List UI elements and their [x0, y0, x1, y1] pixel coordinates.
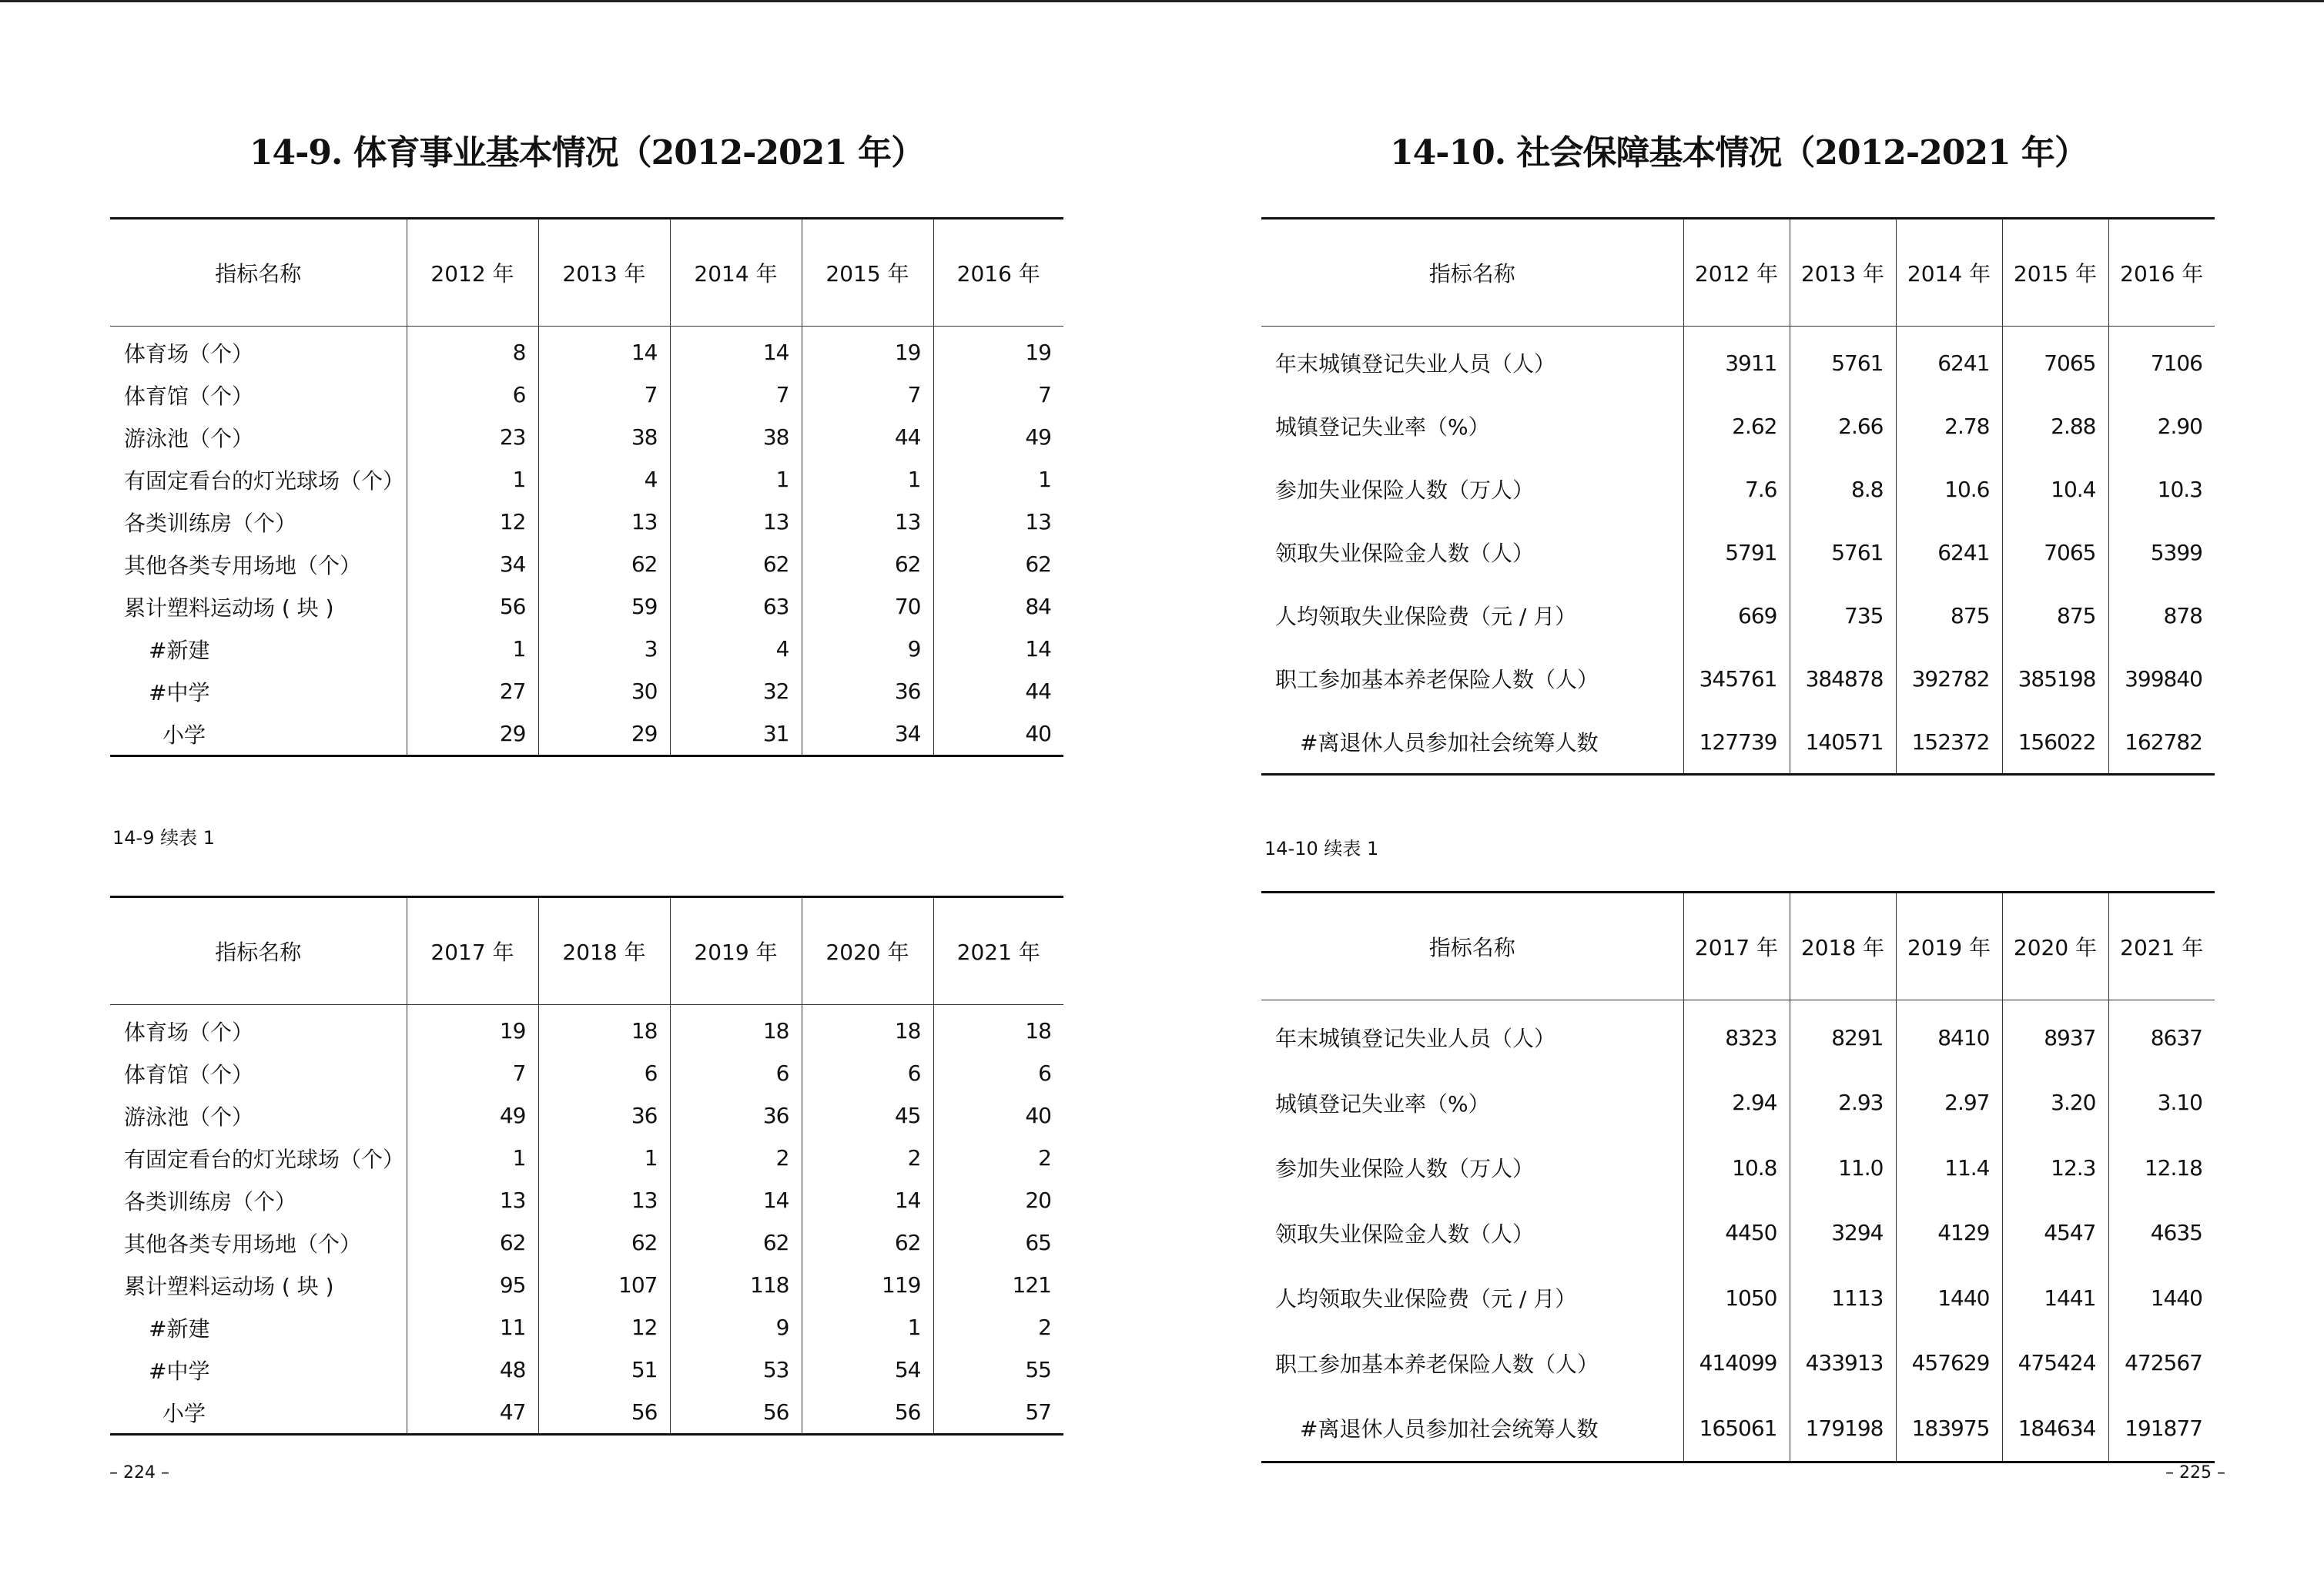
row-label: 其他各类专用场地（个）: [124, 1231, 362, 1257]
cell-value: 2: [933, 1306, 1063, 1348]
cell-value: 18: [670, 1005, 802, 1053]
row-label: 累计塑料运动场 ( 块 ): [124, 1273, 334, 1299]
cell-value: 13: [538, 501, 670, 543]
cell-value: 6241: [1896, 327, 2002, 395]
cell-value: 7065: [2002, 521, 2108, 584]
cell-value: 4: [670, 628, 802, 670]
cell-value: 27: [407, 670, 538, 712]
table-row: [1261, 1135, 2215, 1201]
cell-value: 11.4: [1896, 1135, 2002, 1201]
table-row: [110, 1306, 1063, 1348]
cell-value: 45: [802, 1094, 933, 1137]
social-security-table-2012-2016: [1261, 217, 2215, 776]
cell-value: 59: [538, 585, 670, 628]
cell-value: 10.6: [1896, 457, 2002, 521]
row-label: 体育馆（个）: [124, 383, 254, 409]
cell-value: 2.66: [1790, 394, 1896, 457]
table-header-row: [1261, 219, 2215, 327]
cell-value: 57: [933, 1391, 1063, 1435]
cell-value: 11.0: [1790, 1135, 1896, 1201]
table-row: [110, 585, 1063, 628]
row-label: 职工参加基本养老保险人数（人）: [1275, 1351, 1599, 1377]
cell-value: 13: [538, 1179, 670, 1221]
table-row: [110, 1391, 1063, 1435]
cell-value: 669: [1683, 584, 1790, 647]
cell-value: 3.10: [2108, 1070, 2215, 1136]
cell-value: 6: [802, 1052, 933, 1094]
cell-value: 165061: [1683, 1395, 1790, 1462]
table-header-row: [1261, 893, 2215, 1000]
cell-value: 84: [933, 585, 1063, 628]
table-row: [110, 458, 1063, 501]
right-page-title: 14-10. 社会保障基本情况（2012-2021 年）: [1390, 133, 2088, 173]
cell-value: 32: [670, 670, 802, 712]
cell-value: 2: [933, 1137, 1063, 1179]
cell-value: 118: [670, 1264, 802, 1306]
column-header-year: 2019 年: [670, 897, 802, 1005]
cell-value: 1: [407, 1137, 538, 1179]
cell-value: 1: [407, 628, 538, 670]
row-label: #新建: [149, 637, 210, 663]
row-label: 体育馆（个）: [124, 1061, 254, 1087]
cell-value: 7: [802, 374, 933, 416]
cell-value: 9: [670, 1306, 802, 1348]
cell-value: 7106: [2108, 327, 2215, 395]
column-header-year: 2021 年: [2108, 893, 2215, 1000]
cell-value: 48: [407, 1348, 538, 1391]
row-label: 领取失业保险金人数（人）: [1275, 1221, 1535, 1247]
cell-value: 5761: [1790, 327, 1896, 395]
cell-value: 392782: [1896, 647, 2002, 710]
cell-value: 56: [538, 1391, 670, 1435]
cell-value: 1: [802, 458, 933, 501]
cell-value: 2.97: [1896, 1070, 2002, 1136]
cell-value: 8410: [1896, 1000, 2002, 1070]
cell-value: 13: [670, 501, 802, 543]
row-label: 年末城镇登记失业人员（人）: [1275, 1026, 1556, 1052]
cell-value: 4547: [2002, 1201, 2108, 1266]
cell-value: 472567: [2108, 1331, 2215, 1396]
cell-value: 475424: [2002, 1331, 2108, 1396]
cell-value: 49: [407, 1094, 538, 1137]
cell-value: 1: [670, 458, 802, 501]
column-header-year: 2019 年: [1896, 893, 2002, 1000]
row-label: 参加失业保险人数（万人）: [1275, 477, 1535, 503]
cell-value: 7: [538, 374, 670, 416]
cell-value: 56: [802, 1391, 933, 1435]
cell-value: 107: [538, 1264, 670, 1306]
table-row: [110, 1221, 1063, 1264]
cell-value: 19: [802, 327, 933, 374]
cell-value: 2.94: [1683, 1070, 1790, 1136]
table-row: [110, 1052, 1063, 1094]
cell-value: 12: [538, 1306, 670, 1348]
row-label: 领取失业保险金人数（人）: [1275, 541, 1535, 566]
cell-value: 7: [670, 374, 802, 416]
column-header-year: 2012 年: [1683, 219, 1790, 327]
cell-value: 10.3: [2108, 457, 2215, 521]
table-row: [110, 1137, 1063, 1179]
row-label: 小学: [110, 712, 407, 756]
table-row: [1261, 1395, 2215, 1462]
cell-value: 433913: [1790, 1331, 1896, 1396]
cell-value: 191877: [2108, 1395, 2215, 1462]
cell-value: 31: [670, 712, 802, 756]
row-label: 年末城镇登记失业人员（人）: [1275, 351, 1556, 377]
cell-value: 878: [2108, 584, 2215, 647]
cell-value: 162782: [2108, 710, 2215, 775]
cell-value: 13: [933, 501, 1063, 543]
cell-value: 36: [538, 1094, 670, 1137]
table-row: [110, 1348, 1063, 1391]
table-row: [1261, 1070, 2215, 1136]
cell-value: 7065: [2002, 327, 2108, 395]
cell-value: 12.3: [2002, 1135, 2108, 1201]
cell-value: 62: [670, 543, 802, 585]
cell-value: 29: [538, 712, 670, 756]
column-header-indicator: 指标名称: [110, 219, 407, 327]
cell-value: 5761: [1790, 521, 1896, 584]
table-row: [110, 374, 1063, 416]
sports-table-2017-2021: [110, 896, 1063, 1436]
cell-value: 12.18: [2108, 1135, 2215, 1201]
page-number-right: – 225 –: [2165, 1463, 2225, 1482]
cell-value: 6: [933, 1052, 1063, 1094]
cell-value: 414099: [1683, 1331, 1790, 1396]
table-header-row: [110, 897, 1063, 1005]
cell-value: 3294: [1790, 1201, 1896, 1266]
cell-value: 1440: [1896, 1265, 2002, 1331]
cell-value: 53: [670, 1348, 802, 1391]
cell-value: 14: [802, 1179, 933, 1221]
cell-value: 119: [802, 1264, 933, 1306]
column-header-year: 2021 年: [933, 897, 1063, 1005]
cell-value: 2.62: [1683, 394, 1790, 457]
row-label: 人均领取失业保险费（元 / 月）: [1275, 604, 1577, 629]
cell-value: 63: [670, 585, 802, 628]
cell-value: 11: [407, 1306, 538, 1348]
cell-value: 183975: [1896, 1395, 2002, 1462]
cell-value: 10.4: [2002, 457, 2108, 521]
cell-value: 51: [538, 1348, 670, 1391]
row-label: #离退休人员参加社会统筹人数: [1261, 710, 1683, 775]
cell-value: 49: [933, 416, 1063, 458]
cell-value: 62: [538, 543, 670, 585]
table-row: [1261, 1000, 2215, 1070]
cell-value: 4450: [1683, 1201, 1790, 1266]
cell-value: 1: [538, 1137, 670, 1179]
table-row: [1261, 394, 2215, 457]
table-row: [1261, 584, 2215, 647]
cell-value: 8323: [1683, 1000, 1790, 1070]
row-label: 参加失业保险人数（万人）: [1275, 1156, 1535, 1182]
cell-value: 38: [538, 416, 670, 458]
cell-value: 8: [407, 327, 538, 374]
cell-value: 8937: [2002, 1000, 2108, 1070]
left-page-title: 14-9. 体育事业基本情况（2012-2021 年）: [249, 133, 925, 173]
cell-value: 399840: [2108, 647, 2215, 710]
cell-value: 36: [670, 1094, 802, 1137]
column-header-indicator: 指标名称: [110, 897, 407, 1005]
cell-value: 34: [802, 712, 933, 756]
column-header-year: 2020 年: [2002, 893, 2108, 1000]
row-label: 游泳池（个）: [124, 1104, 254, 1130]
row-label: 游泳池（个）: [124, 425, 254, 451]
cell-value: 10.8: [1683, 1135, 1790, 1201]
table-row: [110, 670, 1063, 712]
cell-value: 152372: [1896, 710, 2002, 775]
table-row: [110, 501, 1063, 543]
cell-value: 62: [538, 1221, 670, 1264]
page-number-left: – 224 –: [109, 1463, 169, 1482]
row-label: 有固定看台的灯光球场（个）: [124, 1146, 405, 1172]
cell-value: 345761: [1683, 647, 1790, 710]
cell-value: 875: [1896, 584, 2002, 647]
cell-value: 1: [407, 458, 538, 501]
cell-value: 2.93: [1790, 1070, 1896, 1136]
table-row: [110, 1005, 1063, 1053]
row-label: 累计塑料运动场 ( 块 ): [124, 595, 334, 621]
cell-value: 18: [933, 1005, 1063, 1053]
cell-value: 121: [933, 1264, 1063, 1306]
cell-value: 19: [407, 1005, 538, 1053]
cell-value: 62: [802, 1221, 933, 1264]
cell-value: 30: [538, 670, 670, 712]
row-label: #新建: [149, 1315, 210, 1342]
column-header-year: 2016 年: [933, 219, 1063, 327]
cell-value: 6: [538, 1052, 670, 1094]
row-label: 各类训练房（个）: [124, 510, 297, 536]
table-row: [1261, 710, 2215, 775]
column-header-year: 2015 年: [2002, 219, 2108, 327]
row-label: #中学: [149, 679, 210, 705]
cell-value: 1: [802, 1306, 933, 1348]
cell-value: 14: [933, 628, 1063, 670]
cell-value: 38: [670, 416, 802, 458]
top-border-line: [0, 0, 2324, 2]
cell-value: 875: [2002, 584, 2108, 647]
cell-value: 9: [802, 628, 933, 670]
cell-value: 8.8: [1790, 457, 1896, 521]
cell-value: 6: [670, 1052, 802, 1094]
cell-value: 735: [1790, 584, 1896, 647]
cell-value: 62: [802, 543, 933, 585]
table-row: [1261, 457, 2215, 521]
cell-value: 179198: [1790, 1395, 1896, 1462]
table-continuation-caption: 14-10 续表 1: [1264, 838, 1379, 859]
cell-value: 385198: [2002, 647, 2108, 710]
table-row: [110, 327, 1063, 374]
column-header-year: 2012 年: [407, 219, 538, 327]
cell-value: 1050: [1683, 1265, 1790, 1331]
cell-value: 19: [933, 327, 1063, 374]
cell-value: 3.20: [2002, 1070, 2108, 1136]
row-label: 有固定看台的灯光球场（个）: [124, 467, 405, 494]
table-row: [110, 712, 1063, 756]
cell-value: 384878: [1790, 647, 1896, 710]
cell-value: 2.78: [1896, 394, 2002, 457]
column-header-year: 2020 年: [802, 897, 933, 1005]
cell-value: 5791: [1683, 521, 1790, 584]
cell-value: 65: [933, 1221, 1063, 1264]
cell-value: 3911: [1683, 327, 1790, 395]
column-header-indicator: 指标名称: [1261, 219, 1683, 327]
cell-value: 2: [670, 1137, 802, 1179]
cell-value: 44: [933, 670, 1063, 712]
table-row: [110, 416, 1063, 458]
cell-value: 8291: [1790, 1000, 1896, 1070]
table-row: [110, 1264, 1063, 1306]
cell-value: 47: [407, 1391, 538, 1435]
cell-value: 29: [407, 712, 538, 756]
row-label: 小学: [110, 1391, 407, 1435]
column-header-year: 2014 年: [670, 219, 802, 327]
cell-value: 457629: [1896, 1331, 2002, 1396]
cell-value: 18: [802, 1005, 933, 1053]
column-header-year: 2018 年: [538, 897, 670, 1005]
cell-value: 7: [407, 1052, 538, 1094]
cell-value: 40: [933, 1094, 1063, 1137]
cell-value: 23: [407, 416, 538, 458]
cell-value: 1440: [2108, 1265, 2215, 1331]
column-header-year: 2015 年: [802, 219, 933, 327]
cell-value: 56: [407, 585, 538, 628]
cell-value: 7.6: [1683, 457, 1790, 521]
cell-value: 20: [933, 1179, 1063, 1221]
row-label: #中学: [149, 1358, 210, 1384]
social-security-table-2017-2021: [1261, 891, 2215, 1463]
cell-value: 54: [802, 1348, 933, 1391]
cell-value: 55: [933, 1348, 1063, 1391]
cell-value: 36: [802, 670, 933, 712]
cell-value: 34: [407, 543, 538, 585]
column-header-year: 2016 年: [2108, 219, 2215, 327]
cell-value: 62: [670, 1221, 802, 1264]
cell-value: 2: [802, 1137, 933, 1179]
cell-value: 156022: [2002, 710, 2108, 775]
cell-value: 4: [538, 458, 670, 501]
cell-value: 13: [407, 1179, 538, 1221]
column-header-year: 2018 年: [1790, 893, 1896, 1000]
cell-value: 1: [933, 458, 1063, 501]
cell-value: 18: [538, 1005, 670, 1053]
table-row: [1261, 1201, 2215, 1266]
table-row: [1261, 647, 2215, 710]
cell-value: 56: [670, 1391, 802, 1435]
row-label: 职工参加基本养老保险人数（人）: [1275, 667, 1599, 692]
table-row: [110, 1094, 1063, 1137]
cell-value: 14: [670, 327, 802, 374]
table-row: [110, 1179, 1063, 1221]
table-header-row: [110, 219, 1063, 327]
cell-value: 140571: [1790, 710, 1896, 775]
cell-value: 44: [802, 416, 933, 458]
column-header-indicator: 指标名称: [1261, 893, 1683, 1000]
cell-value: 6: [407, 374, 538, 416]
row-label: 城镇登记失业率（%）: [1275, 1090, 1490, 1117]
column-header-year: 2013 年: [1790, 219, 1896, 327]
row-label: 其他各类专用场地（个）: [124, 552, 362, 578]
cell-value: 8637: [2108, 1000, 2215, 1070]
cell-value: 4129: [1896, 1201, 2002, 1266]
table-row: [1261, 1331, 2215, 1396]
cell-value: 12: [407, 501, 538, 543]
cell-value: 95: [407, 1264, 538, 1306]
cell-value: 3: [538, 628, 670, 670]
table-continuation-caption: 14-9 续表 1: [112, 827, 215, 849]
cell-value: 70: [802, 585, 933, 628]
row-label: #离退休人员参加社会统筹人数: [1261, 1395, 1683, 1462]
cell-value: 62: [407, 1221, 538, 1264]
cell-value: 4635: [2108, 1201, 2215, 1266]
row-label: 体育场（个）: [124, 1019, 254, 1045]
cell-value: 14: [670, 1179, 802, 1221]
row-label: 各类训练房（个）: [124, 1188, 297, 1214]
column-header-year: 2013 年: [538, 219, 670, 327]
cell-value: 5399: [2108, 521, 2215, 584]
table-row: [1261, 1265, 2215, 1331]
cell-value: 13: [802, 501, 933, 543]
column-header-year: 2017 年: [1683, 893, 1790, 1000]
row-label: 体育场（个）: [124, 340, 254, 367]
cell-value: 2.88: [2002, 394, 2108, 457]
sports-table-2012-2016: [110, 217, 1063, 757]
table-row: [1261, 521, 2215, 584]
table-row: [1261, 327, 2215, 395]
cell-value: 1113: [1790, 1265, 1896, 1331]
column-header-year: 2014 年: [1896, 219, 2002, 327]
cell-value: 14: [538, 327, 670, 374]
cell-value: 1441: [2002, 1265, 2108, 1331]
table-row: [110, 628, 1063, 670]
cell-value: 127739: [1683, 710, 1790, 775]
cell-value: 7: [933, 374, 1063, 416]
cell-value: 62: [933, 543, 1063, 585]
row-label: 城镇登记失业率（%）: [1275, 414, 1490, 440]
cell-value: 184634: [2002, 1395, 2108, 1462]
column-header-year: 2017 年: [407, 897, 538, 1005]
cell-value: 2.90: [2108, 394, 2215, 457]
row-label: 人均领取失业保险费（元 / 月）: [1275, 1286, 1577, 1312]
cell-value: 40: [933, 712, 1063, 756]
table-row: [110, 543, 1063, 585]
cell-value: 6241: [1896, 521, 2002, 584]
